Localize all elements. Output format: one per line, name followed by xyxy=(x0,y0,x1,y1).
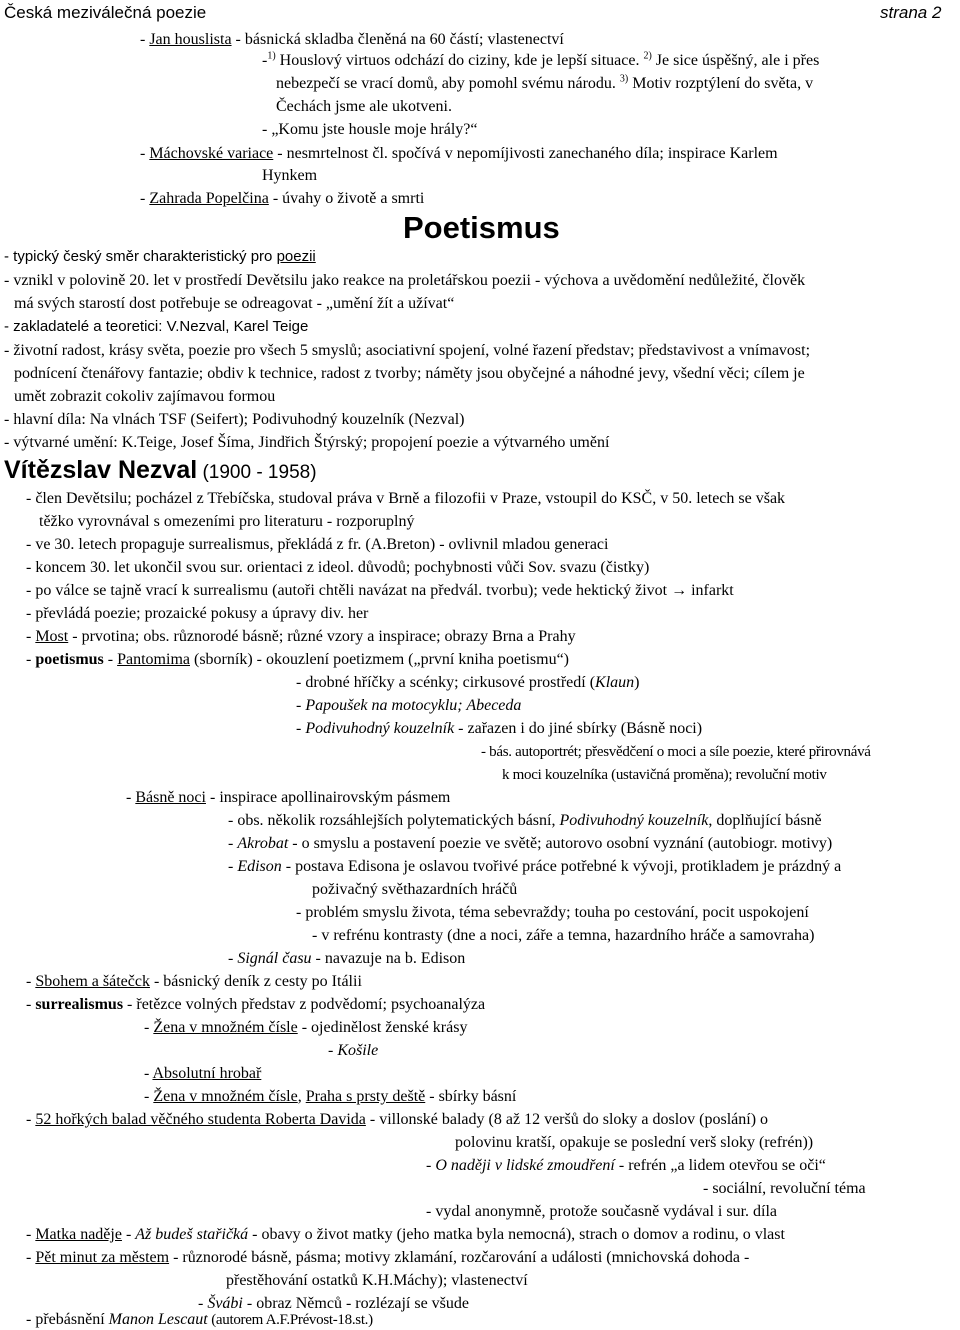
balad-social: - sociální, revoluční téma xyxy=(703,1180,866,1197)
work-title: Básně noci xyxy=(135,789,206,806)
poetismus-point-3: - zakladatelé a teoretici: V.Nezval, Karel Teige xyxy=(4,318,309,335)
movement-label: poetismus xyxy=(35,651,104,668)
work-svabi: - Švábi - obraz Němců - rozlézají se všude xyxy=(198,1295,469,1312)
work-zahrada-popelcina: - Zahrada Popelčina - úvahy o životě a smrti xyxy=(140,190,425,207)
work-52-balad: - 52 hořkých balad věčného studenta Roberta Davida - villonské balady (8 až 12 veršů do sloky a doslov (poslání) o xyxy=(26,1111,769,1128)
item-note: (autorem A.F.Prévost-18.st.) xyxy=(207,1312,373,1328)
work-description: - prvotina; obs. různorodé básně; různé vzory a inspirace; obrazy Brna a Prahy xyxy=(68,628,576,645)
item-text: ) xyxy=(634,674,640,691)
edison-cont: poživačný světhazardních hráčů xyxy=(312,881,518,898)
basne-noci-edison: - Edison - postava Edisona je oslavou tvořivé práce potřebné k vývoji, protikladem je prázdný a xyxy=(228,858,842,875)
work-zena-1: - Žena v množném čísle - ojedinělost ženské krásy xyxy=(144,1019,468,1036)
work-title: Praha s prsty deště xyxy=(305,1088,426,1105)
footnote-2: 2) xyxy=(643,50,652,62)
nezval-point-1: - člen Devětsilu; pocházel z Třebíčska, studoval práva v Brně a filozofii v Praze, vstoupil do KSČ, v 50. letech se však xyxy=(26,490,786,507)
balad-anonym: - vydal anonymně, protože současně vydával i sur. díla xyxy=(426,1203,778,1220)
note-text: Je sice úspěšný, ale i přes xyxy=(651,52,820,69)
item-text: - postava Edisona je oslavou tvořivé práce potřebné k vývoji, protikladem je prázdný a xyxy=(281,858,842,875)
work-title: Zahrada Popelčina xyxy=(149,190,269,207)
work-description: - ojedinělost ženské krásy xyxy=(297,1019,468,1036)
note-text: Motiv rozptýlení do světa, v xyxy=(628,75,814,92)
work-description: - inspirace apollinairovským pásmem xyxy=(205,789,451,806)
item-text: - o smyslu a postavení poezie ve světě; autorovo osobní vyznání (autobiogr. motivy) xyxy=(288,835,833,852)
item-title: Podivuhodný kouzelník xyxy=(559,812,709,829)
work-title: Žena v množném čísle xyxy=(153,1019,298,1036)
work-title: Manon Lescaut xyxy=(108,1311,208,1328)
work-pantomima: - poetismus - Pantomima (sborník) - okouzlení poetizmem („první kniha poetismu“) xyxy=(26,651,570,668)
movement-description: - řetězce volných představ z podvědomí; psychoanalýza xyxy=(123,996,486,1013)
poetismus-point-4: - životní radost, krásy světa, poezie pro všech 5 smyslů; asociativní spojení, volné řazení představ; představivost a vnímavost; xyxy=(4,342,811,359)
work-manon-lescaut xyxy=(26,1310,373,1330)
work-description: - básnická skladba členěná na 60 částí; vlastenectví xyxy=(231,31,564,48)
author-years: (1900 - 1958) xyxy=(197,462,317,483)
item-title: Klaun xyxy=(595,674,635,691)
work-kosile: - Košile xyxy=(328,1042,379,1059)
work-description: - úvahy o životě a smrti xyxy=(268,190,425,207)
document-title: Česká meziválečná poezie xyxy=(4,3,207,22)
work-absolutni-hrobar: - Absolutní hrobař xyxy=(144,1065,262,1082)
point-text: - typický český směr charakteristický pro xyxy=(4,248,277,265)
work-description: - sbírky básní xyxy=(425,1088,517,1105)
poetismus-point-5: - hlavní díla: Na vlnách TSF (Seifert); Podivuhodný kouzelník (Nezval) xyxy=(4,411,465,428)
author-heading-nezval xyxy=(4,455,317,488)
work-description: - básnický deník z cesty po Itálii xyxy=(149,973,362,990)
work-machovske-variace: - Máchovské variace - nesmrtelnost čl. spočívá v nepomíjivosti zanechaného díla; inspirace Karlem xyxy=(140,145,778,162)
houslista-note-3: Čechách jsme ale ukotveni. xyxy=(276,98,452,115)
item-title: O naději v lidské zmoudření xyxy=(435,1157,615,1174)
item-title: Signál času xyxy=(237,950,312,967)
poetismus-point-4-cont-2: umět zobrazit cokoliv zajímavou formou xyxy=(14,388,276,405)
work-title: Jan houslista xyxy=(149,31,232,48)
work-matka-nadeje: - Matka naděje - Až budeš stařičká - obavy o život matky (jeho matka byla nemocná), strach o domov a rodinu, o vlast xyxy=(26,1226,785,1243)
nezval-point-1-cont: těžko vyrovnával s omezeními pro literaturu - rozporuplný xyxy=(39,513,415,530)
item-title: Švábi xyxy=(207,1295,243,1312)
poetismus-point-2: - vznikl v polovině 20. let v prostředí Devětsilu jako reakce na proletářskou poezii - výchova a uvědomění nedůležité, člověk xyxy=(4,272,806,289)
item-text: - drobné hříčky a scénky; cirkusové prostředí ( xyxy=(296,674,596,691)
point-text-underlined: poezii xyxy=(276,248,316,265)
work-most: - Most - prvotina; obs. různorodé básně; různé vzory a inspirace; obrazy Brna a Prahy xyxy=(26,628,576,645)
item-text: - navazuje na b. Edison xyxy=(311,950,466,967)
item-text: , doplňující básně xyxy=(708,812,822,829)
work-description: - obavy o život matky (jeho matka byla nemocná), strach o domov a rodinu, o vlast xyxy=(248,1226,785,1243)
kouzelnik-note-2: k moci kouzelníka (ustavičná proměna); revoluční motiv xyxy=(502,767,827,783)
work-jan-houslista: - Jan houslista - básnická skladba členěná na 60 částí; vlastenectví xyxy=(140,31,564,48)
pet-minut-cont: přestěhování ostatků K.H.Máchy); vlastenectví xyxy=(226,1272,528,1289)
work-title: Absolutní hrobař xyxy=(152,1065,262,1082)
basne-noci-akrobat: - Akrobat - o smyslu a postavení poezie ve světě; autorovo osobní vyznání (autobiogr. motivy) xyxy=(228,835,833,852)
basne-noci-item-1 xyxy=(228,811,822,831)
movement-label: surrealismus xyxy=(35,996,124,1013)
work-title: 52 hořkých balad věčného studenta Roberta Davida xyxy=(35,1111,366,1128)
poetismus-point-2-cont: má svých starostí dost potřebuje se odreagovat - „umění žít a užívat“ xyxy=(14,295,455,312)
nezval-point-2: - ve 30. letech propaguje surrealismus, překládá z fr. (A.Breton) - ovlivnil mladou generaci xyxy=(26,536,609,553)
work-description: (sborník) - okouzlení poetizmem („první kniha poetismu“) xyxy=(190,651,570,668)
work-title: Matka naděje xyxy=(35,1226,122,1243)
kouzelnik-note-1: - bás. autoportrét; přesvědčení o moci a síle poezie, které přirovnává xyxy=(481,744,871,760)
nezval-point-3: - koncem 30. let ukončil svou sur. orientaci z ideol. důvodů; pochybnosti vůči Sov. svazu (čistky) xyxy=(26,559,650,576)
work-description: - villonské balady (8 až 12 veršů do sloky a doslov (poslání) o xyxy=(365,1111,769,1128)
houslista-quote: - „Komu jste housle moje hrály?“ xyxy=(262,121,478,138)
nezval-point-4: - po válce se tajně vrací k surrealismu (autoři chtěli navázat na předvál. tvorbu); vede hektický život → infarkt xyxy=(26,582,734,599)
poetismus-point-6: - výtvarné umění: K.Teige, Josef Šíma, Jindřich Štýrský; propojení poezie a výtvarného umění xyxy=(4,434,610,451)
poetismus-point-4-cont: podnícení čtenářovy fantazie; obdiv k technice, radost z tvorby; náměty jsou obyčejné a náhodné jevy, všední věci; cílem je xyxy=(14,365,805,382)
pantomima-item-3: - Podivuhodný kouzelník - zařazen i do jiné sbírky (Básně noci) xyxy=(296,720,703,737)
work-basne-noci: - Básně noci - inspirace apollinairovským pásmem xyxy=(126,789,451,806)
note-text: nebezpečí se vrací domů, aby pomohl svému národu. xyxy=(276,75,620,92)
balad-cont: polovinu kratší, opakuje se poslední verš sloky (refrén)) xyxy=(455,1134,814,1151)
pantomima-item-1 xyxy=(296,673,639,693)
work-title: Košile xyxy=(337,1042,379,1059)
item-title: Až budeš stařičká xyxy=(135,1226,249,1243)
balad-onadeji: - O naději v lidské zmoudření - refrén „a lidem otevřou se oči“ xyxy=(426,1157,826,1174)
item-text: - zařazen i do jiné sbírky (Básně noci) xyxy=(454,720,703,737)
item-text: - obs. několik rozsáhlejších polytematických básní, xyxy=(228,812,560,829)
work-description: - nesmrtelnost čl. spočívá v nepomíjivosti zanechaného díla; inspirace Karlem xyxy=(273,145,778,162)
movement-surrealismus: - surrealismus - řetězce volných představ z podvědomí; psychoanalýza xyxy=(26,996,486,1013)
work-title: Pět minut za městem xyxy=(35,1249,170,1266)
footnote-1: 1) xyxy=(267,50,276,62)
item-title: Podivuhodný kouzelník xyxy=(305,720,455,737)
note-text: Houslový virtuos odchází do ciziny, kde je lepší situace. xyxy=(275,52,644,69)
item-text: - obraz Němců - rozlézají se všude xyxy=(242,1295,469,1312)
poetismus-point-1 xyxy=(4,247,316,267)
footnote-3: 3) xyxy=(619,73,629,85)
machovske-cont: Hynkem xyxy=(262,167,318,184)
author-name: Vítězslav Nezval xyxy=(4,456,198,484)
item-title: Edison xyxy=(237,858,282,875)
work-title: Sbohem a šátečck xyxy=(35,973,150,990)
section-heading-poetismus: Poetismus xyxy=(403,210,560,245)
item-title: Akrobat xyxy=(237,835,289,852)
work-title: Pantomima xyxy=(117,651,190,668)
edison-note-1: - problém smyslu života, téma sebevraždy; touha po cestování, pocit uspokojení xyxy=(296,904,809,921)
item-text: - refrén „a lidem otevřou se oči“ xyxy=(614,1157,826,1174)
page-number: strana 2 xyxy=(880,3,942,22)
work-pet-minut: - Pět minut za městem - různorodé básně, pásma; motivy zklamání, rozčarování a události (mnichovská dohoda - xyxy=(26,1249,750,1266)
work-sbohem: - Sbohem a šátečck - básnický deník z cesty po Itálii xyxy=(26,973,362,990)
houslista-note-2 xyxy=(276,74,813,94)
nezval-point-5: - převládá poezie; prozaické pokusy a úpravy div. her xyxy=(26,605,369,622)
work-title: Most xyxy=(35,628,69,645)
item-text: - přebásnění xyxy=(26,1311,109,1328)
work-title: Máchovské variace xyxy=(149,145,274,162)
edison-note-2: - v refrénu kontrasty (dne a noci, záře a temna, hazardního hráče a samovraha) xyxy=(312,927,815,944)
pantomima-item-2: - Papoušek na motocyklu; Abeceda xyxy=(296,697,522,714)
work-zena-praha: - Žena v množném čísle, Praha s prsty deště - sbírky básní xyxy=(144,1088,517,1105)
work-description: - různorodé básně, pásma; motivy zklamání, rozčarování a události (mnichovská dohoda - xyxy=(169,1249,750,1266)
basne-noci-signal: - Signál času - navazuje na b. Edison xyxy=(228,950,466,967)
houslista-note-1: -$^{1)}$ Houslový virtuos odchází do ciziny, kde je lepší situace. $^{2)}$ Je sice úspěšný, ale i přes xyxy=(262,50,820,69)
work-title: Žena v množném čísle xyxy=(153,1088,298,1105)
